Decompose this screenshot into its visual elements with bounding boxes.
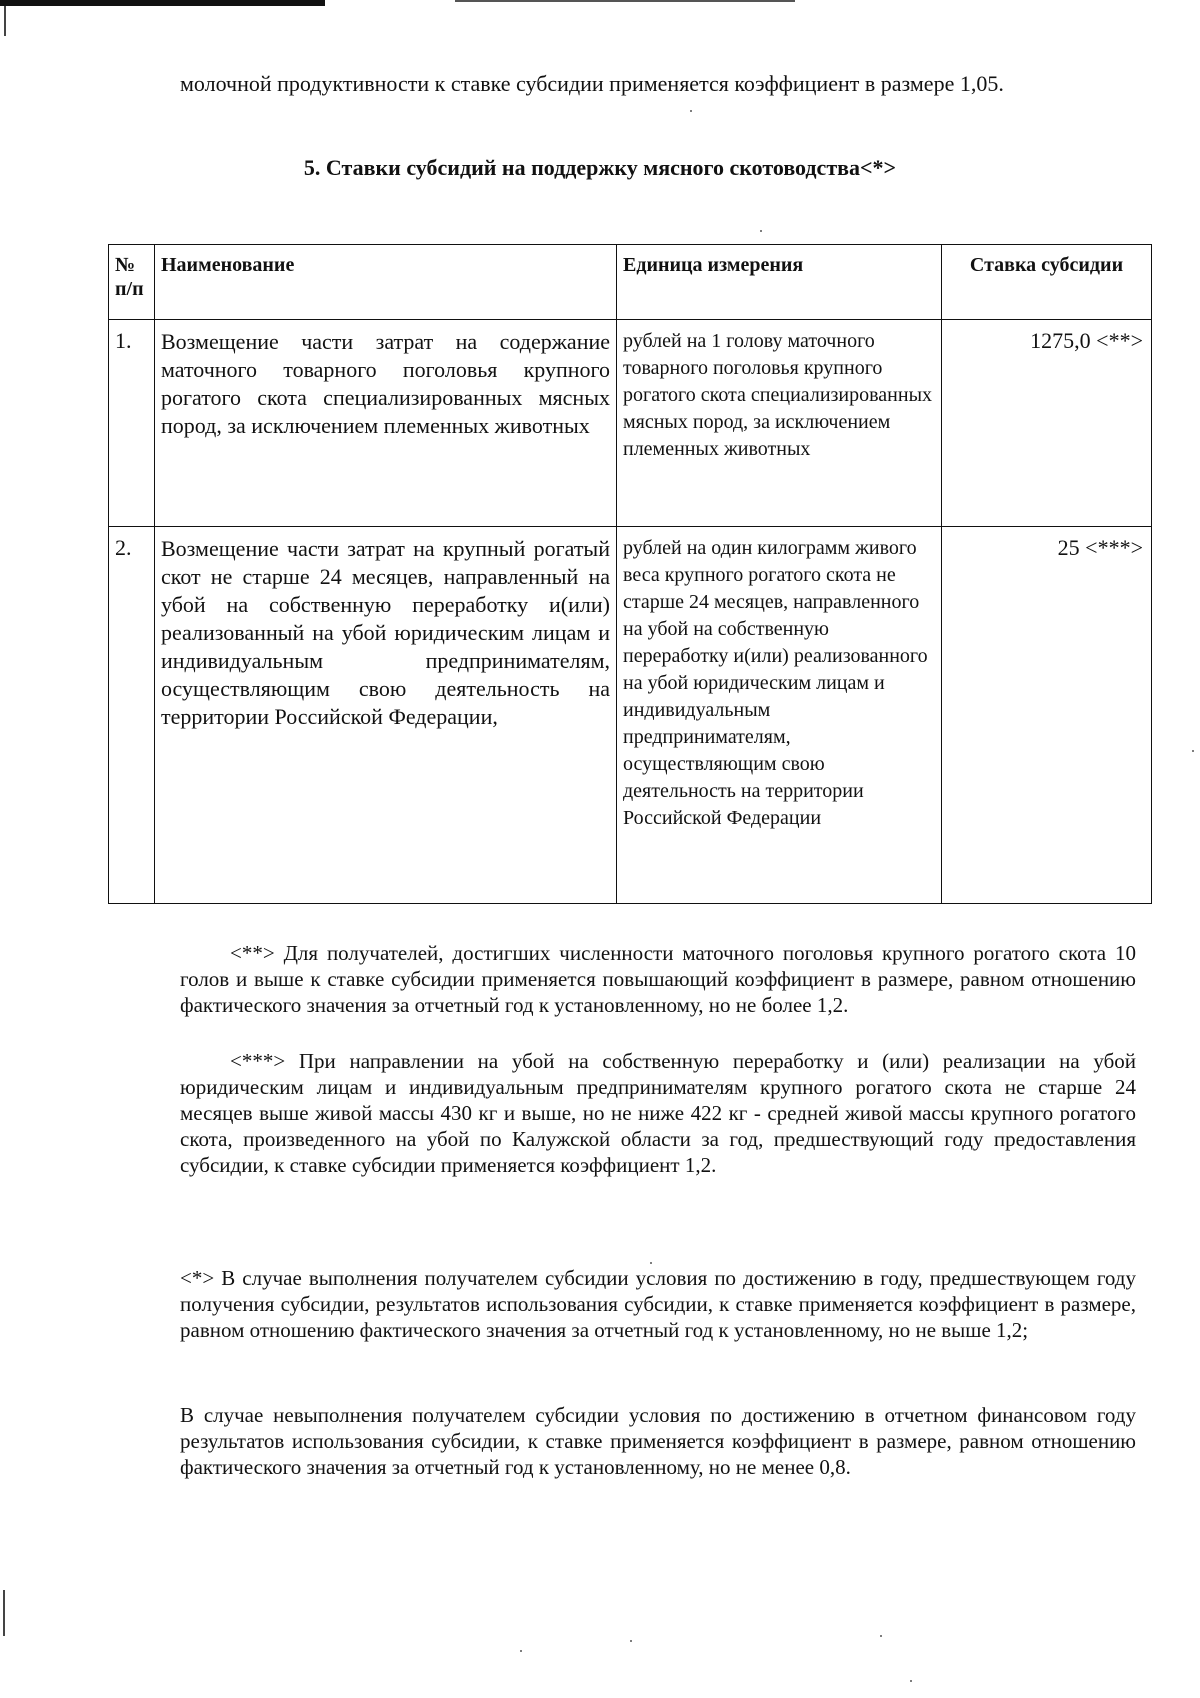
- header-rate: Ставка субсидии: [942, 245, 1152, 320]
- section-title: 5. Ставки субсидий на поддержку мясного скотоводства<*>: [303, 155, 897, 180]
- scan-artifact-top-mid: [455, 0, 795, 2]
- row-num: 1.: [109, 320, 155, 527]
- row-unit: рублей на один килограмм живого веса крупного рогатого скота не старше 24 месяцев, направленного на убой на собственную переработку и(или) реализованного на убой юридическим лицам и индивидуальным предпринимателям, осуществляющим свою деятельность на территории Российской Федерации: [617, 527, 942, 904]
- row-name: Возмещение части затрат на крупный рогатый скот не старше 24 месяцев, направленный на убой на собственную переработку и(или) реализованный на убой юридическим лицам и индивидуальным предпринимателям, осуществляющим свою деятельность на территории Российской Федерации,: [155, 527, 617, 904]
- scan-speck: [1192, 750, 1194, 752]
- row-rate: 1275,0 <**>: [942, 320, 1152, 527]
- scan-speck: [910, 1680, 912, 1682]
- footnote-double-star: <**> Для получателей, достигших численности маточного поголовья крупного рогатого скота 10 голов и выше к ставке субсидии применяется повышающий коэффициент в размере, равном отношению фактического значения за отчетный год к установленному, но не более 1,2.: [180, 941, 1136, 1017]
- scan-speck: [690, 110, 692, 112]
- table-header-row: [109, 245, 1152, 320]
- row-name: Возмещение части затрат на содержание маточного товарного поголовья крупного рогатого скота специализированных мясных пород, за исключением племенных животных: [155, 320, 617, 527]
- table-row: [109, 527, 1152, 904]
- scan-artifact-edge: [4, 6, 6, 36]
- header-unit: Единица измерения: [617, 245, 942, 320]
- scan-artifact-edge-bottom: [3, 1590, 5, 1636]
- scan-speck: [630, 1640, 632, 1642]
- footnote-non-fulfillment: В случае невыполнения получателем субсидии условия по достижению в отчетном финансовом году результатов использования субсидии, к ставке применяется коэффициент в размере, равном отношению фактического значения за отчетный год к установленному, но не менее 0,8.: [180, 1403, 1136, 1479]
- scan-speck: [880, 1635, 882, 1637]
- row-num: 2.: [109, 527, 155, 904]
- scan-speck: [520, 1650, 522, 1652]
- scan-speck: [650, 1262, 652, 1264]
- scan-artifact-top-left: [0, 0, 325, 6]
- header-name: Наименование: [155, 245, 617, 320]
- footnote-single-star: <*> В случае выполнения получателем субсидии условия по достижению в году, предшествующем году получения субсидии, результатов использования субсидии, к ставке применяется коэффициент в размере, равном отношению фактического значения за отчетный год к установленному, но не выше 1,2;: [180, 1266, 1136, 1342]
- row-rate: 25 <***>: [942, 527, 1152, 904]
- scan-speck: [760, 230, 762, 232]
- header-num: № п/п: [109, 245, 155, 320]
- table-row: [109, 320, 1152, 527]
- row-unit: рублей на 1 голову маточного товарного поголовья крупного рогатого скота специализированных мясных пород, за исключением племенных животных: [617, 320, 942, 527]
- intro-paragraph: молочной продуктивности к ставке субсидии применяется коэффициент в размере 1,05.: [180, 71, 1004, 96]
- subsidy-rates-table: [108, 244, 1152, 904]
- footnote-triple-star: <***> При направлении на убой на собственную переработку и (или) реализации на убой юридическим лицам и индивидуальным предпринимателям крупного рогатого скота не старше 24 месяцев выше живой массы 430 кг и выше, но не ниже 422 кг - средней живой массы крупного рогатого скота, произведенного на убой по Калужской области за год, предшествующий году предоставления субсидии, к ставке субсидии применяется коэффициент 1,2.: [180, 1049, 1136, 1177]
